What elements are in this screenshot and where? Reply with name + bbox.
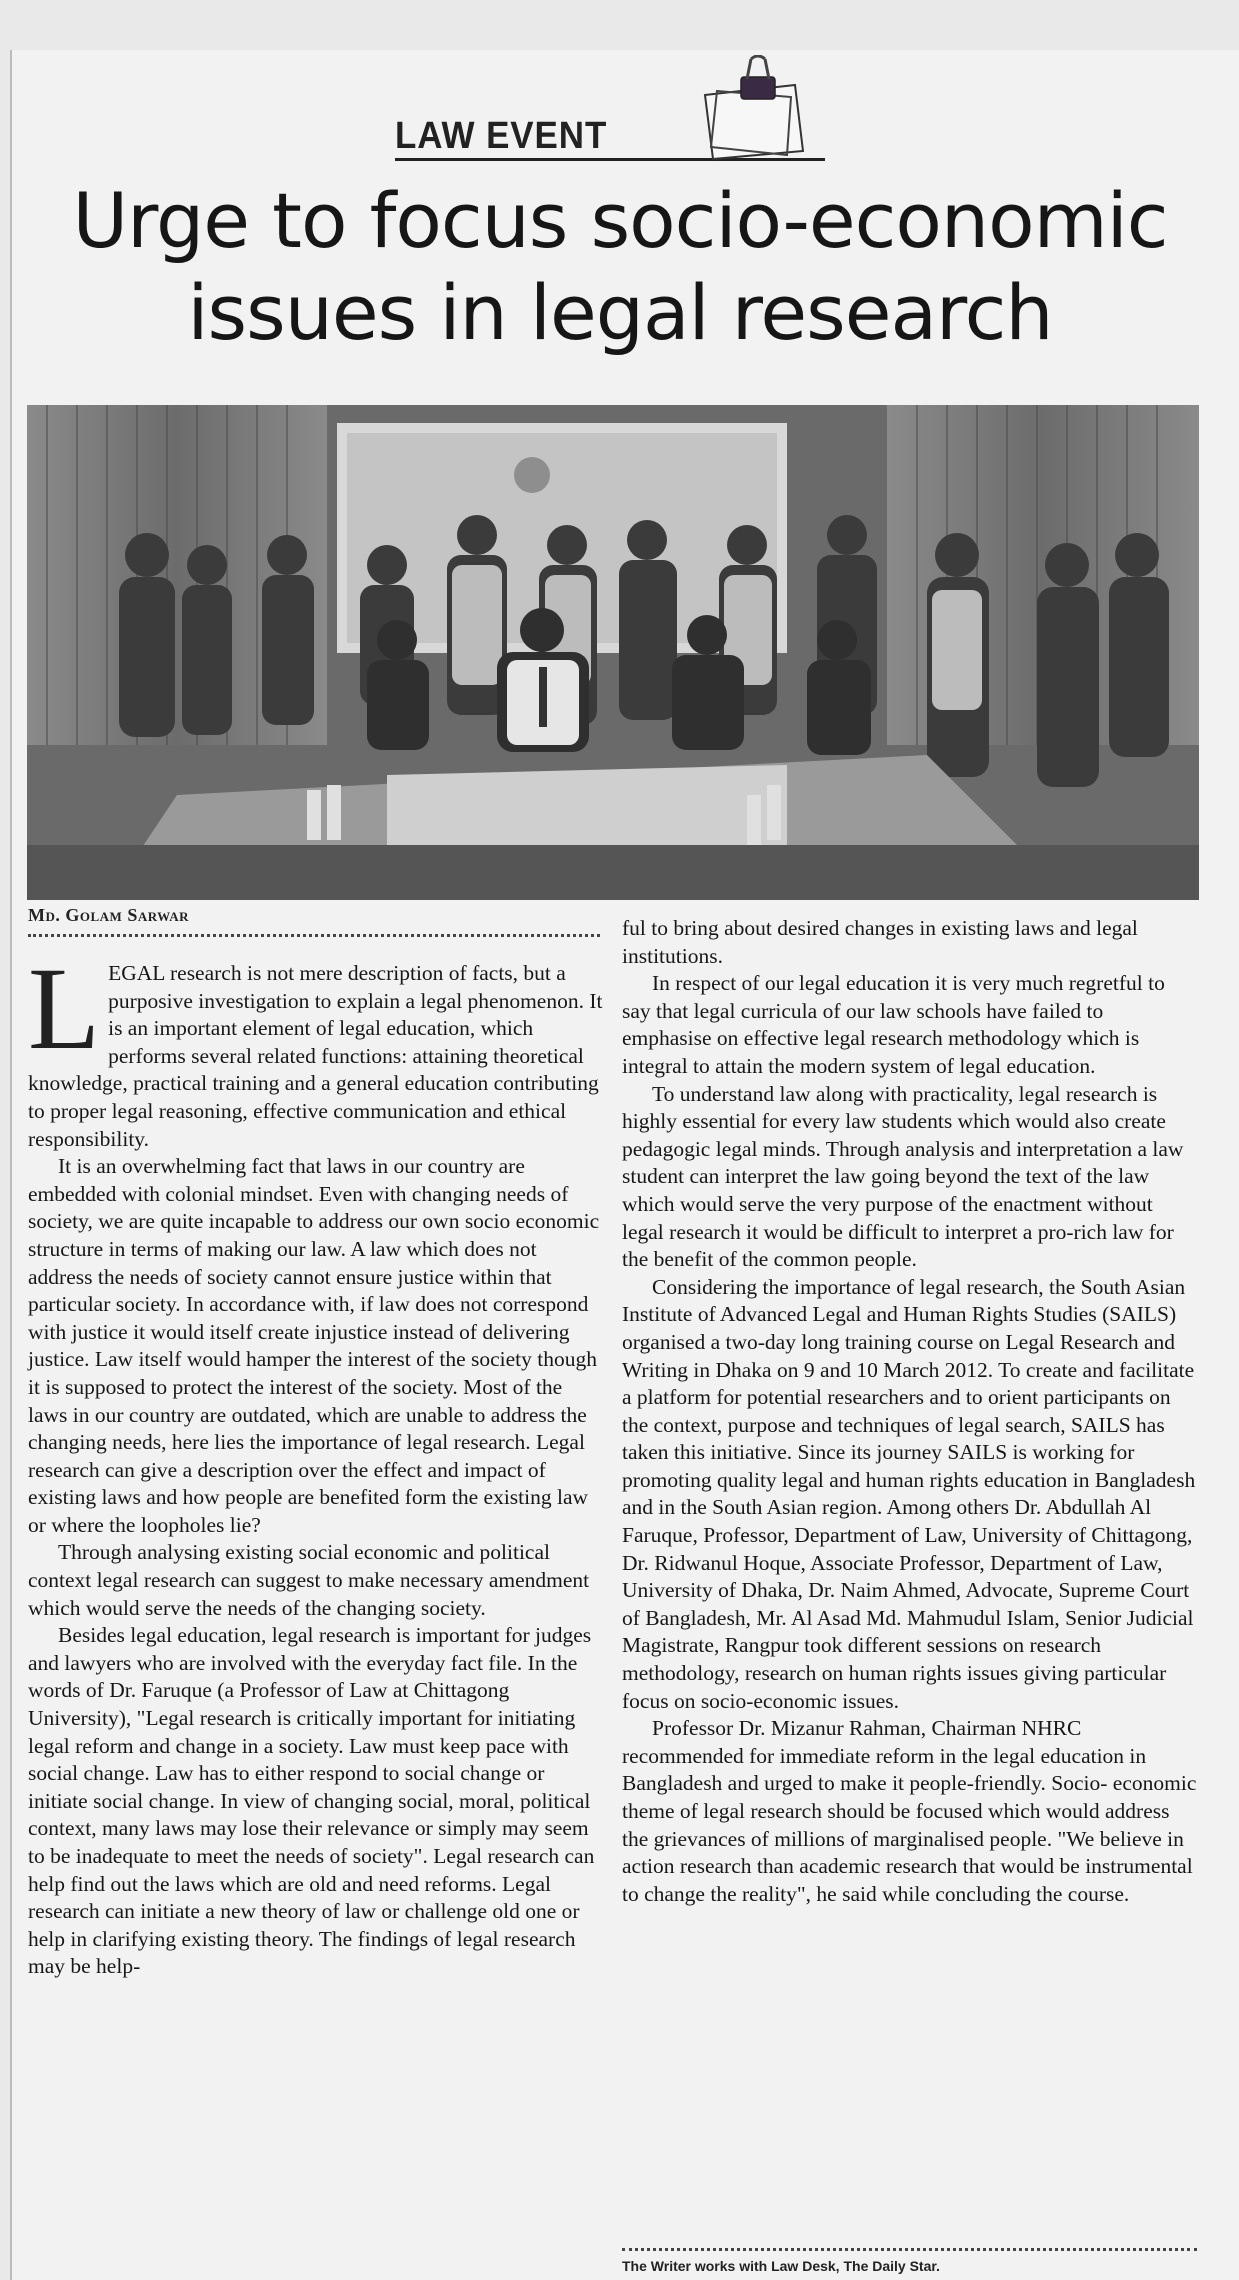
paragraph-2: It is an overwhelming fact that laws in our country are embedded with colonial mindset. Even with changing needs of society, we are quite incapable to address our own socio economic structure in terms of making our law. A law which does not address the needs of society cannot ensure justice within that particular society. In accordance with, if law does not correspond with justice it would itself create injustice instead of delivering justice. Law itself would hamper the interest of the society though it is supposed to protect the interest of the society. Most of the laws in our country are outdated, which are unable to address the changing needs, here lies the importance of legal research. Legal research can give a description over the effect and impact of existing laws and how people are benefited form the existing law or where the loopholes lie?	[28, 1154, 600, 1537]
paragraph-8: Considering the importance of legal research, the South Asian Institute of Advanced Legal and Human Rights Studies (SAILS) organised a two-day long training course on Legal Research and Writing in Dhaka on 9 and 10 March 2012. To create and facilitate a platform for potential researchers and to orient participants on the context, purpose and techniques of legal search, SAILS has taken this initiative. Since its journey SAILS is working for promoting quality legal and human rights education in Bangladesh and in the South Asian region. Among others Dr. Abdullah Al Faruque, Professor, Department of Law, University of Chittagong, Dr. Ridwanul Hoque, Associate Professor, Department of Law, University of Dhaka, Dr. Naim Ahmed, Advocate, Supreme Court of Bangladesh, Mr. Al Asad Md. Mahmudul Islam, Senior Judicial Magistrate, Rangpur took different sessions on research methodology, research on human rights issues giving particular focus on socio-economic issues.	[622, 1274, 1196, 1713]
group-photo	[27, 405, 1199, 900]
article-column-2	[622, 915, 1197, 1908]
writer-credit: The Writer works with Law Desk, The Daily Star.	[622, 2258, 940, 2274]
article-column-1	[28, 943, 603, 1981]
paragraph-5: ful to bring about desired changes in existing laws and legal institutions.	[622, 916, 1138, 968]
footer-divider	[622, 2248, 1197, 2251]
kicker-label: LAW EVENT	[395, 115, 608, 157]
paragraph-7: To understand law along with practicality, legal research is highly essential for every law students which would also create pedagogic legal minds. Through analysis and interpretation a law student can interpret the law going beyond the text of the law which would serve the very purpose of the enactment without legal research it would be difficult to interpret a pro-rich law for the benefit of the common people.	[622, 1081, 1184, 1272]
group-photo-illustration	[27, 405, 1199, 900]
headline	[30, 175, 1210, 359]
paragraph-6: In respect of our legal education it is very much regretful to say that legal curricula of our law schools have failed to emphasise on effective legal research methodology which is integral to attain the modern system of legal education.	[622, 971, 1165, 1078]
drop-cap: L	[28, 943, 101, 1074]
headline-line-2: issues in legal research	[187, 268, 1053, 357]
section-kicker	[395, 55, 825, 155]
paragraph-3: Through analysing existing social economic and political context legal research can suggest to make necessary amendment which would serve the needs of the changing society.	[28, 1540, 590, 1620]
paragraph-1-text: EGAL research is not mere description of facts, but a purposive investigation to explain a legal phenomenon. It is an important element of legal education, which performs several related functions: attaining theoretical knowledge, practical training and a general education contributing to proper legal reasoning, effective communication and ethical responsibility.	[28, 961, 603, 1151]
paragraph-4: Besides legal education, legal research is important for judges and lawyers who are involved with the everyday fact file. In the words of Dr. Faruque (a Professor of Law at Chittagong University), "Legal research is critically important for initiating legal reform and change in a society. Law must keep pace with social change. Law has to either respond to social change or initiate social change. In view of changing social, moral, political context, many laws may lose their relevance or simply may seem to be inadequate to meet the needs of society". Legal research can help find out the laws which are old and need reforms. Legal research can initiate a new theory of law or challenge old one or help in clarifying existing theory. The findings of legal research may be help-	[28, 1623, 595, 1979]
headline-line-1: Urge to focus socio-economic	[72, 176, 1168, 265]
paper-clip-icon	[695, 55, 815, 165]
paragraph-9: Professor Dr. Mizanur Rahman, Chairman NHRC recommended for immediate reform in the legal education in Bangladesh and urged to make it people-friendly. Socio- economic theme of legal research should be focused which would address the grievances of millions of marginalised people. "We believe in action research than academic research that would be instrumental to change the reality", he said while concluding the course.	[622, 1716, 1197, 1906]
byline: Md. Golam Sarwar	[28, 905, 600, 937]
paragraph-1	[28, 943, 603, 1153]
